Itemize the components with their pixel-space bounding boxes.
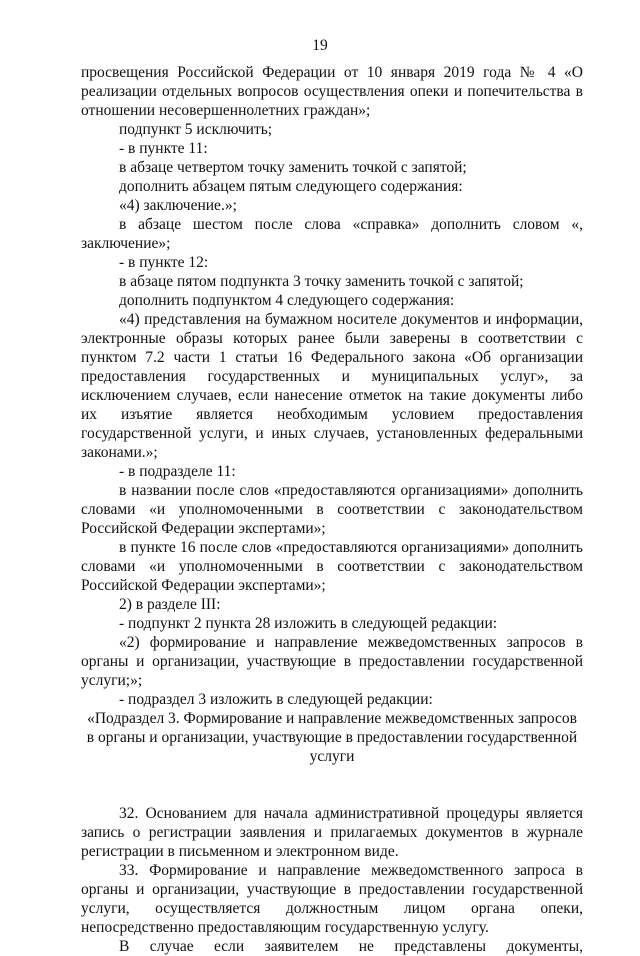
paragraph-18: - подраздел 3 изложить в следующей редакции: bbox=[119, 691, 433, 708]
subsection-heading: «Подраздел 3. Формирование и направление межведомственных запросов в органы и организации, участвующие в предоставлении государственной услуги bbox=[86, 710, 578, 765]
paragraph-7: в абзаце шестом после слова «справка» дополнить словом «, заключение»; bbox=[81, 216, 583, 252]
spacer bbox=[81, 766, 583, 804]
paragraph-21: 33. Формирование и направление межведомственного запроса в органы и организации, участвующие в предоставлении государственной услуги, осуществляется должностным лицом органа опеки, непосредственно предоставляющим государственную услугу. bbox=[81, 862, 583, 936]
paragraph-20: 32. Основанием для начала административной процедуры является запись о регистрации заявления и прилагаемых документов в журнале регистрации в письменном и электронном виде. bbox=[81, 805, 583, 860]
paragraph-3: - в пункте 11: bbox=[119, 140, 208, 157]
paragraph-9: в абзаце пятом подпункта 3 точку заменить точкой с запятой; bbox=[119, 273, 524, 290]
paragraph-8: - в пункте 12: bbox=[119, 254, 209, 271]
paragraph-5: дополнить абзацем пятым следующего содержания: bbox=[119, 178, 463, 195]
paragraph-14: в пункте 16 после слов «предоставляются организациями» дополнить словами «и уполномоченными в соответствии с законодательством Российской Федерации экспертами»; bbox=[81, 539, 583, 594]
paragraph-1: просвещения Российской Федерации от 10 января 2019 года № 4 «О реализации отдельных вопросов осуществления опеки и попечительства в отношении несовершеннолетних граждан»; bbox=[81, 64, 583, 119]
paragraph-15: 2) в разделе III: bbox=[119, 596, 221, 613]
paragraph-10: дополнить подпунктом 4 следующего содержания: bbox=[119, 292, 455, 309]
paragraph-17: «2) формирование и направление межведомственных запросов в органы и организации, участвующие в предоставлении государственной услуги;»; bbox=[81, 634, 583, 689]
page-number: 19 bbox=[312, 37, 328, 54]
paragraph-2: подпункт 5 исключить; bbox=[119, 121, 273, 138]
paragraph-13: в названии после слов «предоставляются организациями» дополнить словами «и уполномоченными в соответствии с законодательством Российской Федерации экспертами»; bbox=[81, 482, 583, 537]
paragraph-16: - подпункт 2 пункта 28 изложить в следующей редакции: bbox=[119, 615, 498, 632]
paragraph-11: «4) представления на бумажном носителе документов и информации, электронные образы которых ранее были заверены в соответствии с пунктом 7.2 части 1 статьи 16 Федерального закона «Об организации предоставления государственных и муниципальных услуг», за исключением случаев, если нанесение отметок на такие документы либо их изъятие является необходимым условием предоставления государственной услуги, и иных случаев, установленных федеральными законами.»; bbox=[81, 311, 583, 461]
paragraph-22: В случае если заявителем не представлены документы, bbox=[119, 938, 583, 955]
paragraph-4: в абзаце четвертом точку заменить точкой с запятой; bbox=[119, 159, 467, 176]
document-body bbox=[81, 63, 583, 956]
paragraph-6: «4) заключение.»; bbox=[119, 197, 237, 214]
paragraph-12: - в подразделе 11: bbox=[119, 463, 236, 480]
